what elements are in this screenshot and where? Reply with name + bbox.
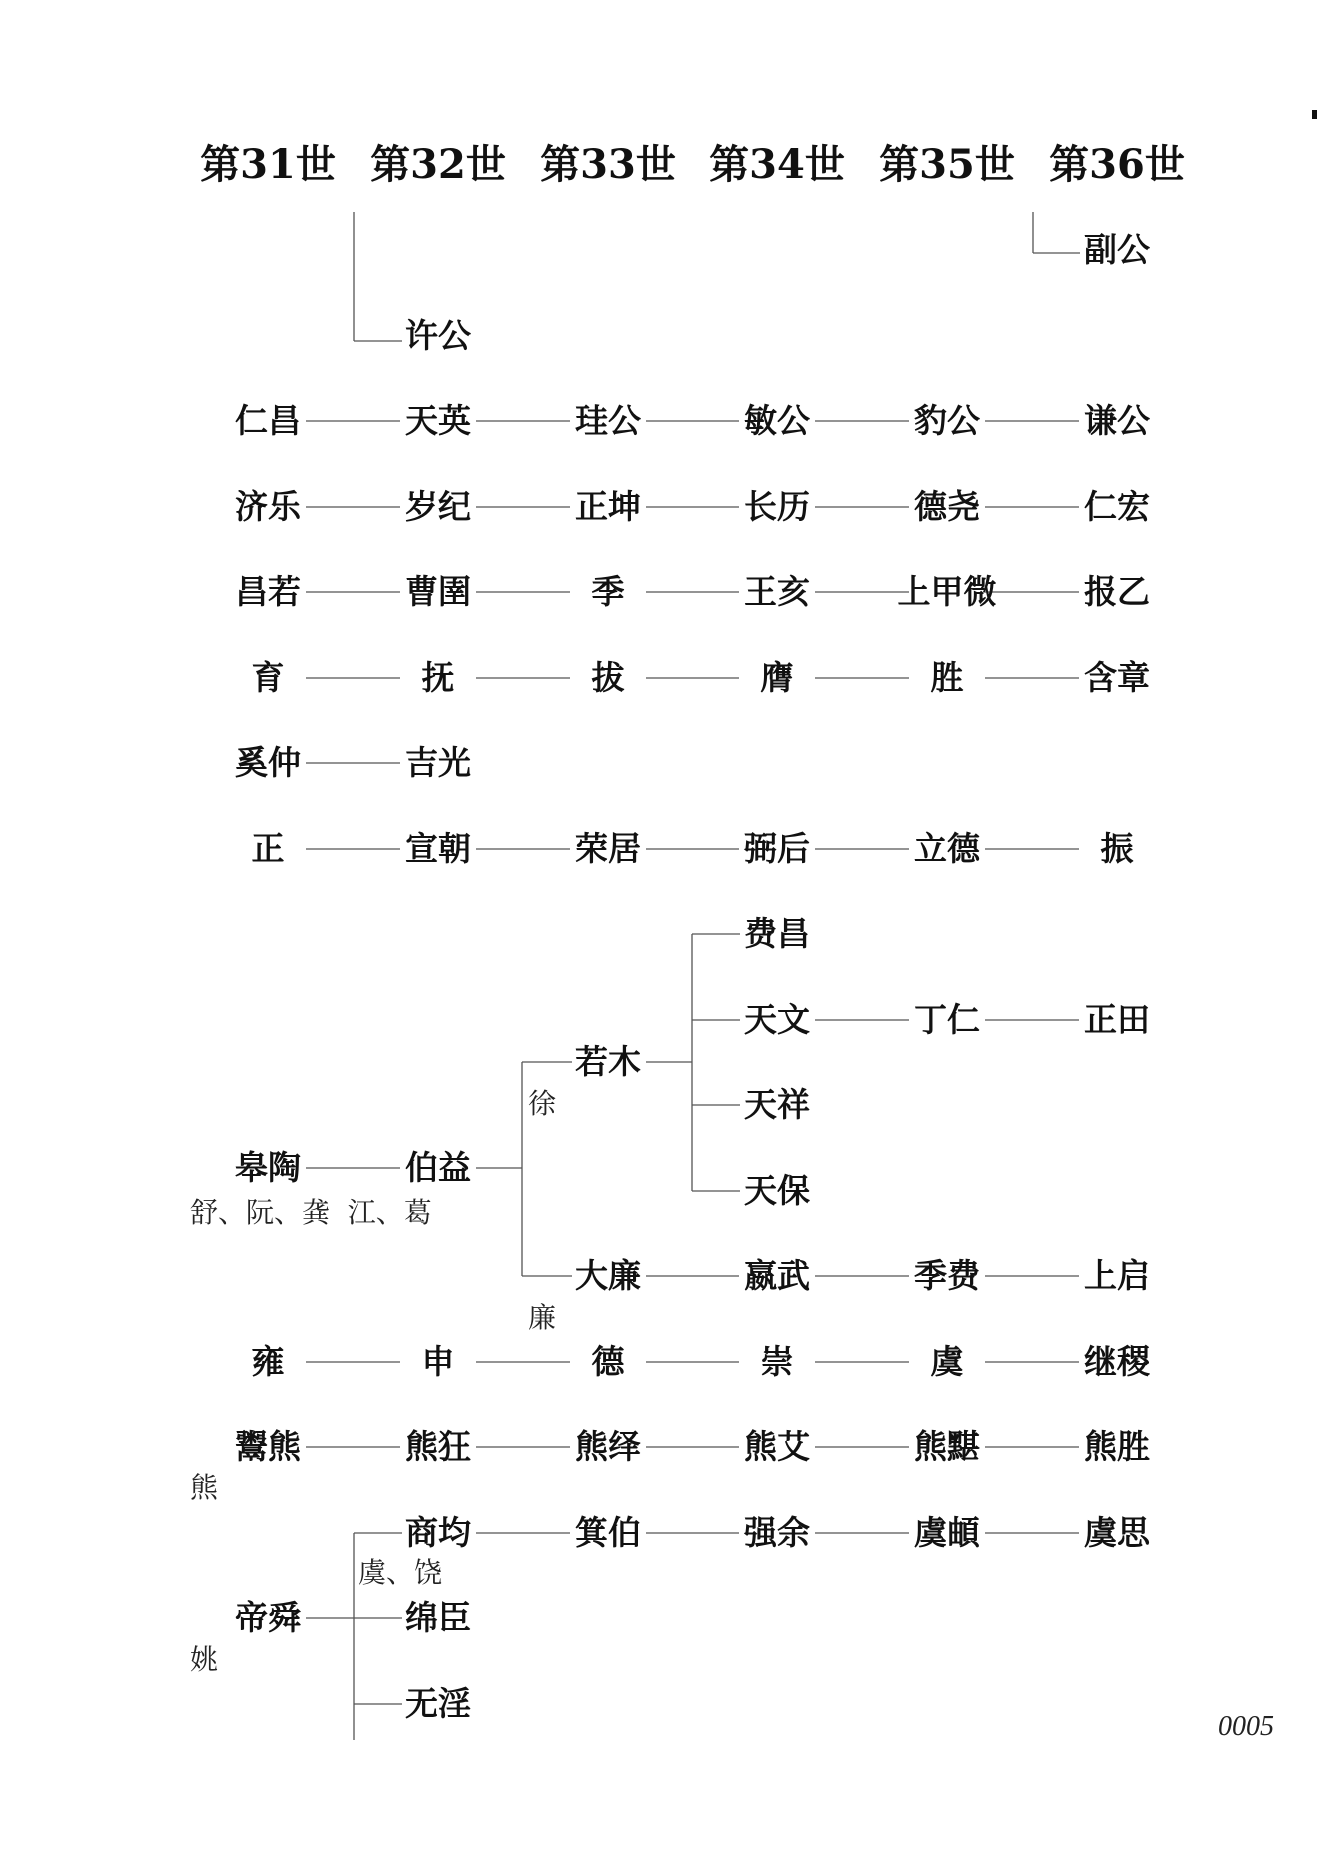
person-name: 敏公 xyxy=(744,401,810,440)
person-name: 正 xyxy=(251,829,285,868)
person-name: 商均 xyxy=(405,1513,471,1552)
person-name: 天保 xyxy=(744,1171,810,1210)
person-name: 济乐 xyxy=(235,487,301,526)
person-name: 天祥 xyxy=(744,1085,810,1124)
person-name: 珪公 xyxy=(575,401,641,440)
person-name: 德尧 xyxy=(914,487,980,526)
generation-header-32: 第32世 xyxy=(370,141,506,188)
person-name: 虞思 xyxy=(1084,1513,1150,1552)
person-name: 继稷 xyxy=(1084,1342,1150,1381)
person-name: 许公 xyxy=(405,316,471,355)
person-name: 岁纪 xyxy=(405,487,471,526)
person-name: 豹公 xyxy=(914,401,980,440)
person-name: 振 xyxy=(1100,829,1134,868)
person-name: 绵臣 xyxy=(405,1598,471,1637)
person-name: 立德 xyxy=(914,829,980,868)
person-name: 王亥 xyxy=(744,572,810,611)
page-number: 0005 xyxy=(1218,1711,1274,1742)
person-name: 长历 xyxy=(744,487,810,526)
person-name: 熊狂 xyxy=(405,1427,471,1466)
person-name: 虞頔 xyxy=(914,1513,980,1552)
person-name: 含章 xyxy=(1084,658,1150,697)
person-name: 膺 xyxy=(760,658,794,697)
person-name: 熊黮 xyxy=(914,1427,980,1466)
person-name: 天英 xyxy=(405,401,471,440)
generation-header-35: 第35世 xyxy=(879,141,1015,188)
person-name: 荣居 xyxy=(575,829,641,868)
person-name: 丁仁 xyxy=(914,1000,980,1039)
person-name: 崇 xyxy=(760,1342,794,1381)
person-name: 拔 xyxy=(591,658,625,697)
person-name: 费昌 xyxy=(744,914,810,953)
person-name: 报乙 xyxy=(1084,572,1150,611)
note-yu-rao: 虞、饶 xyxy=(358,1556,443,1589)
generation-header-33: 第33世 xyxy=(540,141,676,188)
person-name: 雍 xyxy=(251,1342,285,1381)
person-name: 德 xyxy=(591,1342,625,1381)
person-name: 无淫 xyxy=(405,1684,471,1723)
person-name: 曹圉 xyxy=(405,572,471,611)
person-name: 育 xyxy=(251,658,285,697)
person-name: 嬴武 xyxy=(744,1256,810,1295)
person-name: 虞 xyxy=(930,1342,964,1381)
person-name: 仁昌 xyxy=(235,401,301,440)
person-name: 熊艾 xyxy=(744,1427,810,1466)
note-lian: 廉 xyxy=(528,1301,557,1334)
person-name: 季费 xyxy=(914,1256,980,1295)
person-name: 奚仲 xyxy=(235,743,301,782)
person-name: 昌若 xyxy=(235,572,301,611)
person-name: 吉光 xyxy=(405,743,471,782)
person-name: 大廉 xyxy=(575,1256,641,1295)
person-name: 熊绎 xyxy=(575,1427,641,1466)
person-name: 若木 xyxy=(575,1042,641,1081)
person-name: 申 xyxy=(421,1342,455,1381)
person-name: 熊胜 xyxy=(1084,1427,1150,1466)
person-name: 伯益 xyxy=(405,1148,471,1187)
generation-header-36: 第36世 xyxy=(1049,141,1185,188)
person-name: 弼后 xyxy=(744,829,810,868)
person-name: 抚 xyxy=(421,658,455,697)
person-name: 胜 xyxy=(930,658,964,697)
note-yao: 姚 xyxy=(190,1643,219,1676)
person-name: 强余 xyxy=(744,1513,810,1552)
person-name: 季 xyxy=(591,572,625,611)
generation-header-34: 第34世 xyxy=(709,141,845,188)
person-name: 帝舜 xyxy=(235,1598,301,1637)
person-name: 仁宏 xyxy=(1084,487,1150,526)
person-name: 宣朝 xyxy=(405,829,471,868)
corner-mark xyxy=(1312,110,1317,119)
note-xu: 徐 xyxy=(528,1087,557,1120)
person-name: 副公 xyxy=(1084,230,1150,269)
person-name: 正坤 xyxy=(575,487,641,526)
person-name: 皋陶 xyxy=(235,1148,301,1187)
note-xiong: 熊 xyxy=(190,1471,219,1504)
person-name: 上启 xyxy=(1084,1256,1150,1295)
person-name: 鬻熊 xyxy=(235,1427,301,1466)
person-name: 谦公 xyxy=(1084,401,1150,440)
generation-header-31: 第31世 xyxy=(200,141,336,188)
person-name: 上甲微 xyxy=(897,572,997,611)
note-gaoyao-surnames: 舒、阮、龚 江、葛 xyxy=(190,1196,432,1229)
person-name: 天文 xyxy=(744,1000,810,1039)
person-name: 正田 xyxy=(1084,1000,1150,1039)
person-name: 箕伯 xyxy=(575,1513,641,1552)
